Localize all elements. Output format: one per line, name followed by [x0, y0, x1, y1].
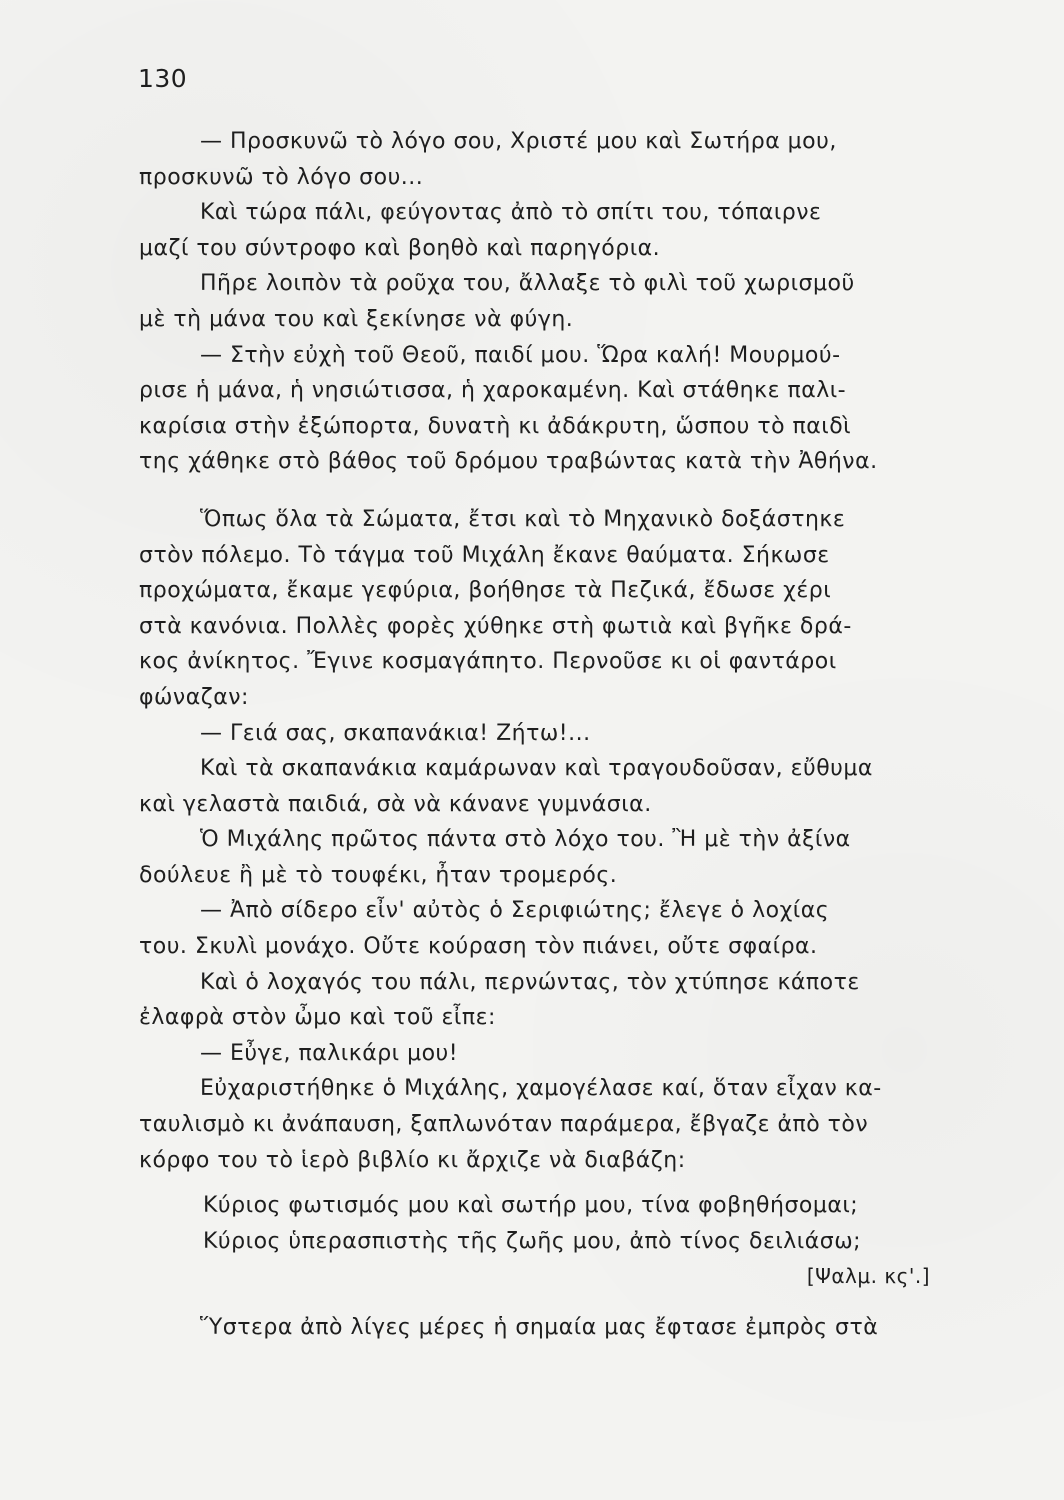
text-line: καὶ γελαστὰ παιδιά, σὰ νὰ κάνανε γυμνάσια. — [139, 791, 652, 817]
text-line: ἐλαφρὰ στὸν ὦμο καὶ τοῦ εἶπε: — [139, 1005, 496, 1031]
text-line: ταυλισμὸ κι ἀνάπαυση, ξαπλωνόταν παράμερα, ἔβγαζε ἀπὸ τὸν — [139, 1112, 869, 1138]
page-body-text — [139, 124, 996, 1346]
text-line: — Προσκυνῶ τὸ λόγο σου, Χριστέ μου καὶ Σωτήρα μου, — [200, 129, 837, 154]
text-line: Πῆρε λοιπὸν τὰ ροῦχα του, ἄλλαξε τὸ φιλὶ τοῦ χωρισμοῦ — [200, 271, 855, 297]
psalm-reference: [Ψαλμ. κς'.] — [806, 1264, 930, 1289]
text-line: προχώματα, ἔκαμε γεφύρια, βοήθησε τὰ Πεζικά, ἔδωσε χέρι — [139, 578, 832, 604]
text-line: στὰ κανόνια. Πολλὲς φορὲς χύθηκε στὴ φωτιὰ καὶ βγῆκε δρά- — [139, 613, 852, 639]
text-line: — Εὖγε, παλικάρι μου! — [200, 1040, 459, 1066]
quote-gap — [139, 1178, 996, 1188]
text-line: Ὕστερα ἀπὸ λίγες μέρες ἡ σημαία μας ἔφτασε ἐμπρὸς στὰ — [200, 1315, 879, 1340]
text-line: — Ἀπὸ σίδερο εἶν' αὐτὸς ὁ Σεριφιώτης; ἔλεγε ὁ λοχίας — [200, 898, 830, 924]
text-line: μαζί του σύντροφο καὶ βοηθὸ καὶ παρηγόρια. — [139, 235, 661, 261]
text-line: Καὶ ὁ λοχαγός του πάλι, περνώντας, τὸν χτύπησε κάποτε — [200, 969, 860, 995]
text-line: Ὁ Μιχάλης πρῶτος πάντα στὸ λόχο του. Ἢ μὲ τὴν ἀξίνα — [200, 827, 851, 853]
text-line: Καὶ τώρα πάλι, φεύγοντας ἀπὸ τὸ σπίτι του, τόπαιρνε — [200, 200, 822, 226]
text-line: του. Σκυλὶ μονάχο. Οὔτε κούραση τὸν πιάνει, οὔτε σφαίρα. — [139, 934, 818, 960]
text-line: στὸν πόλεμο. Τὸ τάγμα τοῦ Μιχάλη ἔκανε θαύματα. Σήκωσε — [139, 542, 830, 568]
text-line: καρίσια στὴν ἐξώπορτα, δυνατὴ κι ἀδάκρυτη, ὥσπου τὸ παιδὶ — [139, 413, 852, 439]
text-line: φώναζαν: — [139, 684, 249, 710]
paragraph-gap — [139, 480, 996, 502]
text-line: μὲ τὴ μάνα του καὶ ξεκίνησε νὰ φύγη. — [139, 306, 574, 332]
text-line: — Στὴν εὐχὴ τοῦ Θεοῦ, παιδί μου. Ὥρα καλή! Μουρμού- — [200, 342, 841, 368]
psalm-quote-line: Κύριος ὑπερασπιστὴς τῆς ζωῆς μου, ἀπὸ τίνος δειλιάσω; — [203, 1228, 862, 1254]
text-line: κος ἀνίκητος. Ἔγινε κοσμαγάπητο. Περνοῦσε κι οἱ φαντάροι — [139, 649, 837, 675]
text-line: Καὶ τὰ σκαπανάκια καμάρωναν καὶ τραγουδοῦσαν, εὔθυμα — [200, 756, 873, 782]
text-line: προσκυνῶ τὸ λόγο σου... — [139, 164, 424, 190]
psalm-quote-line: Κύριος φωτισμός μου καὶ σωτήρ μου, τίνα φοβηθήσομαι; — [203, 1193, 859, 1219]
text-line: δούλευε ἢ μὲ τὸ τουφέκι, ἦταν τρομερός. — [139, 862, 618, 888]
text-line: κόρφο του τὸ ἱερὸ βιβλίο κι ἄρχιζε νὰ διαβάζη: — [139, 1147, 686, 1173]
text-line: Ὅπως ὅλα τὰ Σώματα, ἔτσι καὶ τὸ Μηχανικὸ δοξάστηκε — [200, 506, 846, 532]
text-line: ρισε ἡ μάνα, ἡ νησιώτισσα, ἡ χαροκαμένη. Καὶ στάθηκε παλι- — [139, 378, 847, 404]
text-line: — Γειά σας, σκαπανάκια! Ζήτω!... — [200, 720, 591, 746]
page-number: 130 — [138, 64, 188, 93]
text-line: της χάθηκε στὸ βάθος τοῦ δρόμου τραβώντας κατὰ τὴν Ἀθήνα. — [139, 449, 878, 475]
text-line: Εὐχαριστήθηκε ὁ Μιχάλης, χαμογέλασε καί, ὅταν εἶχαν κα- — [200, 1076, 882, 1102]
